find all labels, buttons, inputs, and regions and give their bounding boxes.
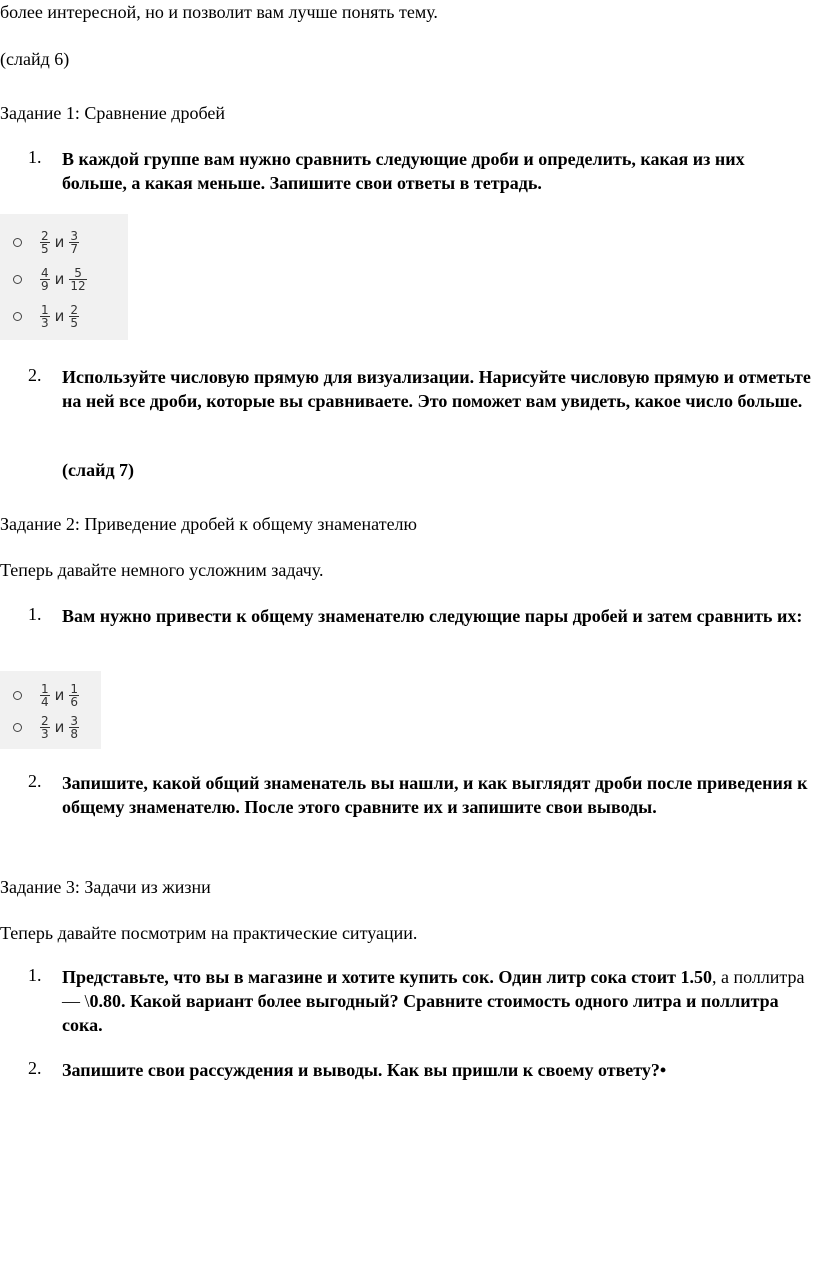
hollow-bullet-icon bbox=[13, 312, 22, 321]
hollow-bullet-icon bbox=[13, 691, 22, 700]
fraction: $\frac{3}{7}$ bbox=[70, 228, 79, 256]
and-word: и bbox=[54, 686, 65, 704]
task2-item-2-text: Запишите, какой общий знаменатель вы нашли, и как выглядят дроби после приведения к общему знаменателю. После этого сравните их и запишите свои выводы. bbox=[62, 773, 808, 817]
hollow-bullet-icon bbox=[13, 275, 22, 284]
fraction: $\frac{4}{9}$ bbox=[41, 265, 49, 293]
fraction-group bbox=[40, 230, 79, 255]
fraction: $\frac{2}{3}$ bbox=[41, 713, 49, 741]
list-number: 1. bbox=[28, 147, 42, 167]
fraction-pair bbox=[0, 677, 101, 713]
list-number: 1. bbox=[28, 604, 42, 624]
hollow-bullet-icon bbox=[13, 723, 22, 732]
fraction-pair bbox=[0, 709, 101, 745]
task2-item-1-text: Вам нужно привести к общему знаменателю следующие пары дробей и затем сравнить их: bbox=[62, 606, 803, 626]
fraction: $\frac{1}{4}$ bbox=[41, 681, 49, 709]
task3-intro: Теперь давайте посмотрим на практические ситуации. bbox=[0, 923, 418, 943]
end-bullet-icon: • bbox=[659, 1060, 667, 1080]
and-word: и bbox=[54, 270, 65, 288]
fraction-pair bbox=[0, 261, 128, 297]
task1-title: Задание 1: Сравнение дробей bbox=[0, 103, 225, 123]
list-number: 2. bbox=[28, 771, 42, 791]
fraction: $\frac{1}{6}$ bbox=[70, 681, 79, 709]
fraction-group bbox=[40, 683, 79, 708]
fraction-pairs-box-2 bbox=[0, 671, 101, 749]
fraction-pair bbox=[0, 298, 128, 334]
and-word: и bbox=[54, 307, 65, 325]
task2-title: Задание 2: Приведение дробей к общему знаменателю bbox=[0, 514, 417, 534]
intro-line: более интересной, но и позволит вам лучше понять тему. bbox=[0, 2, 438, 22]
slide-6-label: (слайд 6) bbox=[0, 49, 70, 69]
fraction: $\frac{5}{12}$ bbox=[70, 265, 86, 293]
fraction-group bbox=[40, 304, 79, 329]
fraction-pair bbox=[0, 224, 128, 260]
fraction: $\frac{1}{3}$ bbox=[41, 302, 49, 330]
fraction: $\frac{3}{8}$ bbox=[70, 713, 79, 741]
list-number: 2. bbox=[28, 1058, 42, 1078]
and-word: и bbox=[54, 233, 65, 251]
task3-item-1-text: Представьте, что вы в магазине и хотите купить сок. Один литр сока стоит 1.50, а поллитра — \0.80. Какой вариант более выгодный? Сравните стоимость одного литра и поллитра сока. bbox=[62, 967, 805, 1035]
fraction-group bbox=[40, 267, 87, 292]
fraction: $\frac{2}{5}$ bbox=[41, 228, 49, 256]
task3-title: Задание 3: Задачи из жизни bbox=[0, 877, 211, 897]
task1-item-2-text: Используйте числовую прямую для визуализации. Нарисуйте числовую прямую и отметьте на ней все дроби, которые вы сравниваете. Это поможет вам увидеть, какое число больше. bbox=[62, 367, 811, 411]
list-number: 2. bbox=[28, 365, 42, 385]
task1-item-1-text: В каждой группе вам нужно сравнить следующие дроби и определить, какая из них больше, а какая меньше. Запишите свои ответы в тетрадь. bbox=[62, 149, 745, 193]
hollow-bullet-icon bbox=[13, 238, 22, 247]
task2-intro: Теперь давайте немного усложним задачу. bbox=[0, 560, 324, 580]
and-word: и bbox=[54, 718, 65, 736]
list-number: 1. bbox=[28, 965, 42, 985]
task3-item-2-text: Запишите свои рассуждения и выводы. Как вы пришли к своему ответу?• bbox=[62, 1060, 667, 1080]
fraction-group bbox=[40, 715, 79, 740]
fraction: $\frac{2}{5}$ bbox=[70, 302, 79, 330]
slide-7-label: (слайд 7) bbox=[62, 460, 135, 480]
fraction-pairs-box-1 bbox=[0, 214, 128, 340]
